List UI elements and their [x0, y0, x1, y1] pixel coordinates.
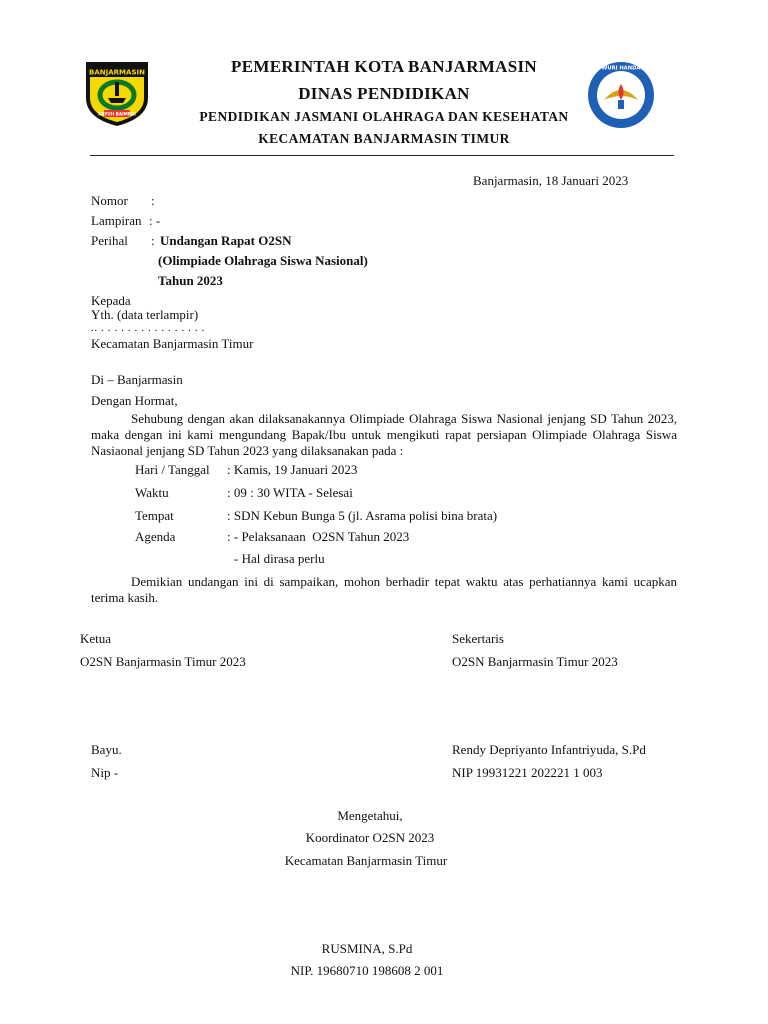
schedule-agenda-label: Agenda	[135, 529, 176, 544]
lampiran-value: : -	[149, 213, 161, 228]
closing-paragraph	[91, 574, 677, 606]
schedule-tempat-label: Tempat	[135, 508, 174, 523]
salutation: Dengan Hormat,	[91, 393, 178, 408]
ack-mengetahui: Mengetahui,	[337, 808, 403, 823]
recipient-kecamatan: Kecamatan Banjarmasin Timur	[91, 336, 254, 351]
perihal-separator: :	[151, 233, 155, 248]
schedule-waktu-label: Waktu	[135, 485, 169, 500]
signature-right-title: Sekertaris	[452, 631, 504, 646]
emblem-bottom-text: KAYUH BAIMBAI	[98, 111, 136, 117]
letterhead-government: PEMERINTAH KOTA BANJARMASIN	[231, 57, 537, 76]
schedule-agenda-value-2: - Hal dirasa perlu	[234, 551, 325, 566]
signature-right-name: Rendy Depriyanto Infantriyuda, S.Pd	[452, 742, 646, 757]
letterhead-district: KECAMATAN BANJARMASIN TIMUR	[258, 131, 510, 146]
ack-coordinator: Koordinator O2SN 2023	[305, 830, 435, 845]
closing-paragraph-text: Demikian undangan ini di sampaikan, mohon berhadir tepat waktu atas perhatiannya kami ucapkan terima kasih.	[91, 574, 677, 605]
letterhead-division: PENDIDIKAN JASMANI OLAHRAGA DAN KESEHATAN	[199, 109, 569, 124]
schedule-hari-value: : Kamis, 19 Januari 2023	[227, 462, 358, 477]
nomor-separator: :	[151, 193, 155, 208]
signature-left-org: O2SN Banjarmasin Timur 2023	[80, 654, 246, 669]
signature-left-nip: Nip -	[91, 765, 119, 780]
ack-district: Kecamatan Banjarmasin Timur	[284, 853, 448, 868]
nomor-label: Nomor	[91, 193, 128, 208]
recipient-dots: .. . . . . . . . . . . . . . . . .	[91, 322, 205, 334]
signature-left-title: Ketua	[80, 631, 112, 646]
recipient-yth: Yth. (data terlampir)	[91, 307, 199, 322]
signature-right-org: O2SN Banjarmasin Timur 2023	[452, 654, 618, 669]
logo-motto-text: TUT WURI HANDAYANI	[588, 65, 654, 72]
perihal-line-2: (Olimpiade Olahraga Siswa Nasional)	[158, 253, 368, 268]
schedule-tempat-value: : SDN Kebun Bunga 5 (jl. Asrama polisi bina brata)	[227, 508, 498, 523]
letter-date: Banjarmasin, 18 Januari 2023	[473, 173, 629, 188]
perihal-line-3: Tahun 2023	[158, 273, 223, 288]
emblem-top-text: BANJARMASIN	[89, 68, 145, 77]
ack-name: RUSMINA, S.Pd	[321, 941, 413, 956]
recipient-location: Di – Banjarmasin	[91, 372, 183, 387]
body-paragraph-text: Sehubung dengan akan dilaksanakannya Olimpiade Olahraga Siswa Nasional jenjang SD Tahun 2023, maka dengan ini kami mengundang Bapak/Ibu untuk mengikuti rapat persiapan Olimpiade Olahraga Siswa Nasiaonal jenjang SD Tahun 2023 yang dilaksanakan pada :	[91, 411, 677, 458]
recipient-kepada: Kepada	[91, 293, 131, 308]
letterhead-agency: DINAS PENDIDIKAN	[298, 84, 470, 103]
schedule-waktu-value: : 09 : 30 WITA - Selesai	[227, 485, 353, 500]
perihal-label: Perihal	[91, 233, 128, 248]
signature-right-nip: NIP 19931221 202221 1 003	[452, 765, 603, 780]
schedule-hari-label: Hari / Tanggal	[135, 462, 210, 477]
lampiran-label: Lampiran	[91, 213, 142, 228]
letterhead-divider	[90, 155, 674, 156]
perihal-line-1: Undangan Rapat O2SN	[160, 233, 292, 248]
body-paragraph	[91, 411, 677, 459]
schedule-agenda-value-1: : - Pelaksanaan O2SN Tahun 2023	[227, 529, 410, 544]
signature-left-name: Bayu.	[91, 742, 122, 757]
ack-nip: NIP. 19680710 198608 2 001	[290, 963, 444, 978]
